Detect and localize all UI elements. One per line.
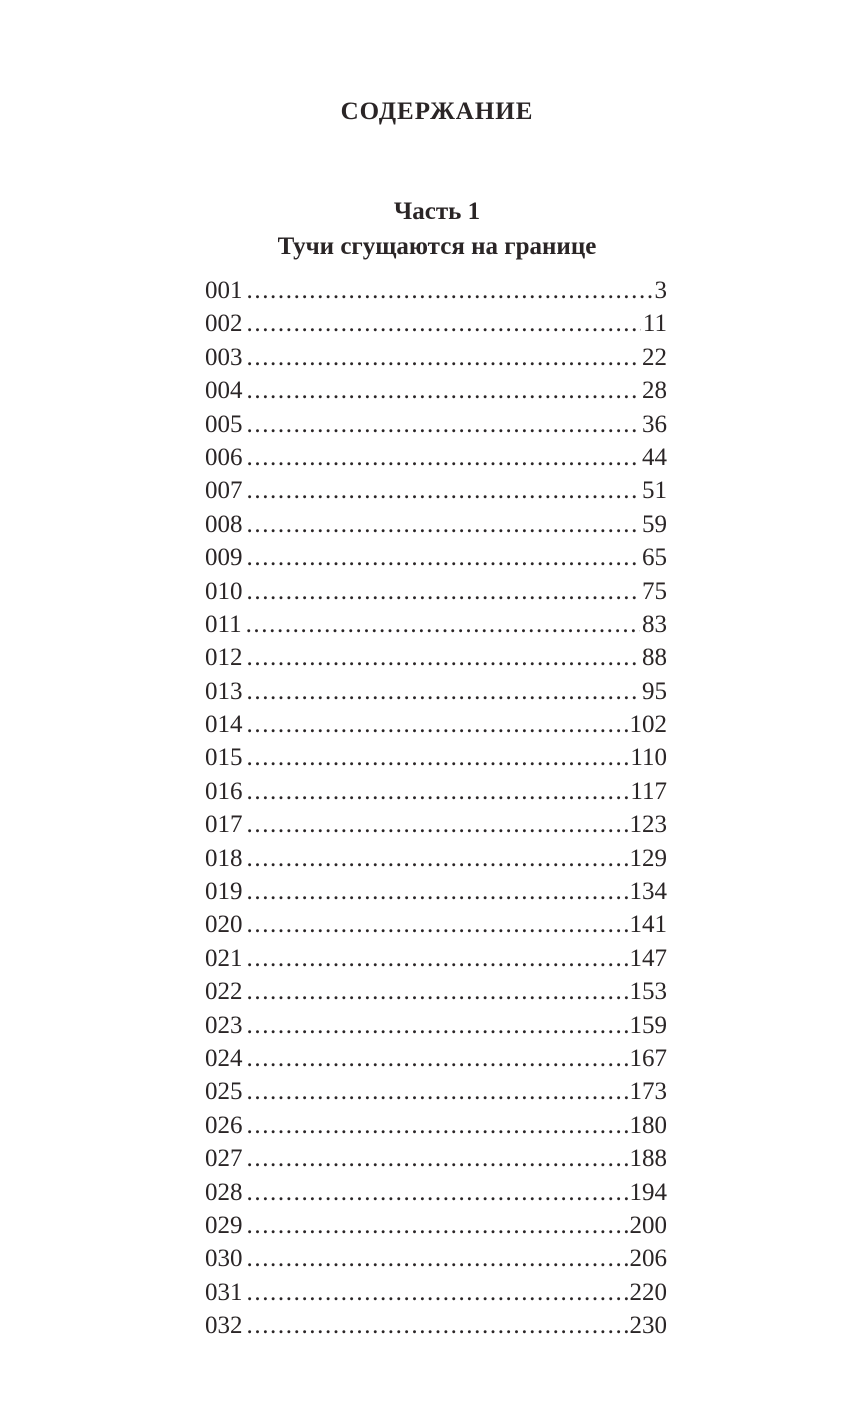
toc-entry[interactable] (205, 741, 667, 774)
page-number: 110 (630, 744, 667, 772)
dot-leader (247, 708, 628, 741)
toc-entry[interactable] (205, 975, 667, 1008)
dot-leader (247, 1009, 628, 1042)
chapter-number: 008 (205, 510, 243, 538)
toc-entry[interactable] (205, 1142, 667, 1175)
toc-entry[interactable] (205, 508, 667, 541)
toc-entry[interactable] (205, 1109, 667, 1142)
page-number: 36 (642, 410, 667, 438)
part-title: Тучи сгущаются на границе (277, 233, 597, 260)
page-number: 22 (642, 343, 667, 371)
dot-leader (247, 575, 641, 608)
chapter-number: 012 (205, 644, 243, 672)
toc-entry[interactable] (205, 608, 667, 641)
dot-leader (247, 808, 628, 841)
toc-entry[interactable] (205, 541, 667, 574)
page-number: 134 (629, 878, 667, 906)
dot-leader (247, 374, 641, 407)
toc-list (205, 274, 667, 1343)
chapter-number: 013 (205, 677, 243, 705)
chapter-number: 004 (205, 377, 243, 405)
page-number: 206 (629, 1245, 667, 1273)
page-number: 102 (629, 711, 667, 739)
page-number: 3 (654, 277, 667, 304)
toc-entry[interactable] (205, 307, 667, 340)
dot-leader (247, 508, 641, 541)
chapter-number: 031 (205, 1278, 243, 1306)
chapter-number: 003 (205, 343, 243, 371)
toc-entry[interactable] (205, 808, 667, 841)
page-title: СОДЕРЖАНИЕ (340, 98, 534, 125)
toc-entry[interactable] (205, 1209, 667, 1242)
dot-leader (246, 608, 640, 641)
toc-entry[interactable] (205, 875, 667, 908)
dot-leader (247, 1242, 628, 1275)
toc-entry[interactable] (205, 708, 667, 741)
toc-entry[interactable] (205, 1242, 667, 1275)
chapter-number: 027 (205, 1145, 243, 1173)
page-number: 180 (629, 1111, 667, 1139)
chapter-number: 009 (205, 544, 243, 572)
chapter-number: 018 (205, 844, 243, 872)
dot-leader (247, 741, 629, 774)
chapter-number: 001 (205, 277, 243, 304)
page-number: 141 (629, 911, 667, 939)
chapter-number: 030 (205, 1245, 243, 1273)
chapter-number: 006 (205, 443, 243, 471)
dot-leader (247, 975, 628, 1008)
toc-entry[interactable] (205, 641, 667, 674)
page-number: 117 (630, 777, 667, 805)
page-number: 167 (629, 1044, 667, 1072)
page-number: 28 (642, 377, 667, 405)
dot-leader (247, 1109, 628, 1142)
page-number: 153 (629, 978, 667, 1006)
dot-leader (247, 1042, 628, 1075)
chapter-number: 032 (205, 1312, 243, 1340)
dot-leader (247, 307, 641, 340)
toc-entry[interactable] (205, 575, 667, 608)
page-number: 83 (642, 610, 667, 638)
chapter-number: 019 (205, 878, 243, 906)
dot-leader (247, 1176, 628, 1209)
page-number: 200 (629, 1211, 667, 1239)
toc-entry[interactable] (205, 274, 667, 307)
toc-entry[interactable] (205, 374, 667, 407)
page-number: 59 (642, 510, 667, 538)
dot-leader (247, 408, 641, 441)
toc-entry[interactable] (205, 942, 667, 975)
page-number: 194 (629, 1178, 667, 1206)
page-number: 230 (629, 1312, 667, 1340)
chapter-number: 010 (205, 577, 243, 605)
toc-entry[interactable] (205, 675, 667, 708)
chapter-number: 021 (205, 944, 243, 972)
toc-entry[interactable] (205, 1276, 667, 1309)
toc-entry[interactable] (205, 441, 667, 474)
dot-leader (247, 1309, 628, 1342)
dot-leader (247, 541, 641, 574)
page-number: 173 (629, 1078, 667, 1106)
dot-leader (247, 1142, 628, 1175)
dot-leader (247, 274, 653, 307)
chapter-number: 011 (205, 610, 242, 638)
dot-leader (247, 842, 628, 875)
page-number: 95 (642, 677, 667, 705)
dot-leader (247, 641, 641, 674)
toc-entry[interactable] (205, 408, 667, 441)
chapter-number: 015 (205, 744, 243, 772)
dot-leader (247, 908, 628, 941)
chapter-number: 029 (205, 1211, 243, 1239)
dot-leader (247, 1209, 628, 1242)
toc-entry[interactable] (205, 1042, 667, 1075)
chapter-number: 020 (205, 911, 243, 939)
chapter-number: 016 (205, 777, 243, 805)
page-number: 51 (642, 477, 667, 505)
dot-leader (247, 675, 641, 708)
page-number: 123 (629, 811, 667, 839)
toc-entry[interactable] (205, 474, 667, 507)
toc-entry[interactable] (205, 1176, 667, 1209)
chapter-number: 028 (205, 1178, 243, 1206)
toc-entry[interactable] (205, 1309, 667, 1342)
toc-entry[interactable] (205, 1009, 667, 1042)
toc-entry[interactable] (205, 775, 667, 808)
chapter-number: 007 (205, 477, 243, 505)
dot-leader (247, 942, 628, 975)
page-number: 88 (642, 644, 667, 672)
chapter-number: 025 (205, 1078, 243, 1106)
toc-entry[interactable] (205, 341, 667, 374)
page-number: 188 (629, 1145, 667, 1173)
page-number: 220 (629, 1278, 667, 1306)
part-label: Часть 1 (393, 198, 481, 225)
dot-leader (247, 441, 641, 474)
page-number: 129 (629, 844, 667, 872)
dot-leader (247, 775, 629, 808)
dot-leader (247, 1276, 628, 1309)
page-number: 159 (629, 1011, 667, 1039)
chapter-number: 022 (205, 978, 243, 1006)
chapter-number: 017 (205, 811, 243, 839)
toc-entry[interactable] (205, 1075, 667, 1108)
dot-leader (247, 875, 628, 908)
page-number: 65 (642, 544, 667, 572)
dot-leader (247, 474, 641, 507)
dot-leader (247, 341, 641, 374)
toc-entry[interactable] (205, 908, 667, 941)
toc-entry[interactable] (205, 842, 667, 875)
page-number: 11 (642, 310, 667, 338)
dot-leader (247, 1075, 628, 1108)
page-number: 75 (642, 577, 667, 605)
chapter-number: 005 (205, 410, 243, 438)
page-number: 147 (629, 944, 667, 972)
chapter-number: 024 (205, 1044, 243, 1072)
chapter-number: 023 (205, 1011, 243, 1039)
chapter-number: 026 (205, 1111, 243, 1139)
page-number: 44 (642, 443, 667, 471)
chapter-number: 002 (205, 310, 243, 338)
chapter-number: 014 (205, 711, 243, 739)
